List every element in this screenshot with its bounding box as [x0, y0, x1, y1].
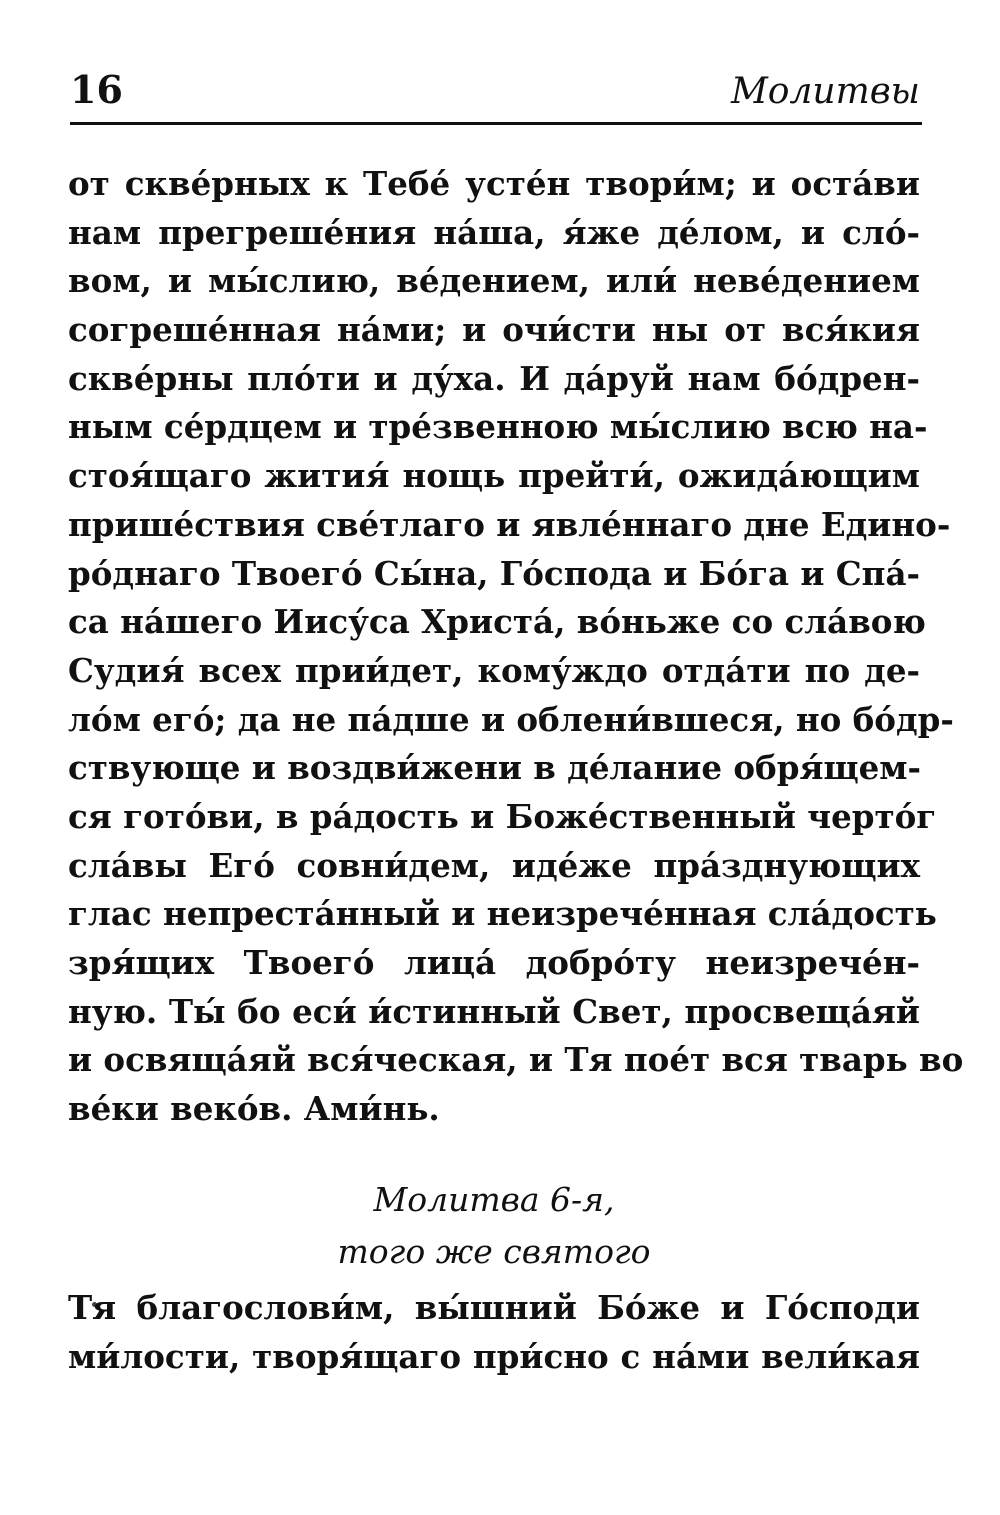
text-line: от скве́рных к Тебе́ усте́н твори́м; и оста́ви [68, 164, 920, 203]
text-line: сла́вы Его́ совни́дем, иде́же пра́зднующих [68, 845, 920, 885]
running-head [70, 60, 920, 120]
page-number: 16 [70, 67, 123, 112]
prayer-heading-title: Молитва 6-я, [373, 1180, 615, 1219]
header-rule [70, 122, 922, 125]
text-line: Тя благослови́м, вы́шний Бо́же и Го́споди [68, 1288, 920, 1327]
prayer-6-text [68, 1284, 920, 1381]
text-line: ную. Ты́ бо еси́ и́стинный Свет, просвеща́яй [68, 991, 920, 1031]
section-title: Молитвы [730, 71, 920, 112]
text-line: скве́рны пло́ти и ду́ха. И да́руй нам бо́дрен- [68, 358, 920, 398]
text-line: согреше́нная на́ми; и очи́сти ны от вся́кия [68, 310, 920, 350]
text-line: прише́ствия све́тлаго и явле́ннаго дне Едино- [68, 504, 951, 544]
text-line: вом, и мы́слию, ве́дением, или́ неве́дением [68, 261, 920, 301]
text-line: и освяща́яй вся́ческая, и Тя пое́т вся тварь во [68, 1040, 964, 1080]
text-line-last: ве́ки веко́в. Ами́нь. [68, 1089, 440, 1129]
text-line: стоя́щаго жития́ нощь прейти́, ожида́ющим [68, 456, 920, 496]
text-line: нам прегреше́ния на́ша, я́же де́лом, и сло́- [68, 212, 920, 252]
text-line: са на́шего Иису́са Христа́, во́ньже со сла́вою [68, 602, 926, 642]
text-line: зря́щих Твоего́ лица́ добро́ту неизрече́н- [68, 943, 920, 982]
text-line: ми́лости, творя́щаго при́сно с на́ми вели́кая [68, 1336, 920, 1376]
text-line: ло́м его́; да не па́дше и облени́вшеся, но бо́др- [68, 699, 954, 739]
text-line: Судия́ всех прии́дет, кому́ждо отда́ти по де- [68, 650, 920, 690]
text-line: ся гото́ви, в ра́дость и Боже́ственный черто́г [68, 796, 937, 836]
text-line: ным се́рдцем и тре́звенною мы́слию всю на- [68, 407, 928, 447]
text-line: глас непреста́нный и неизрече́нная сла́дость [68, 894, 937, 934]
text-line: ствующе и воздви́жени в де́лание обря́щем- [68, 748, 922, 788]
text-line: ро́днаго Твоего́ Сы́на, Го́спода и Бо́га и Спа́- [68, 553, 920, 593]
prayer-heading-attribution: того же святого [337, 1232, 651, 1271]
prayer-body-text [68, 160, 964, 1134]
